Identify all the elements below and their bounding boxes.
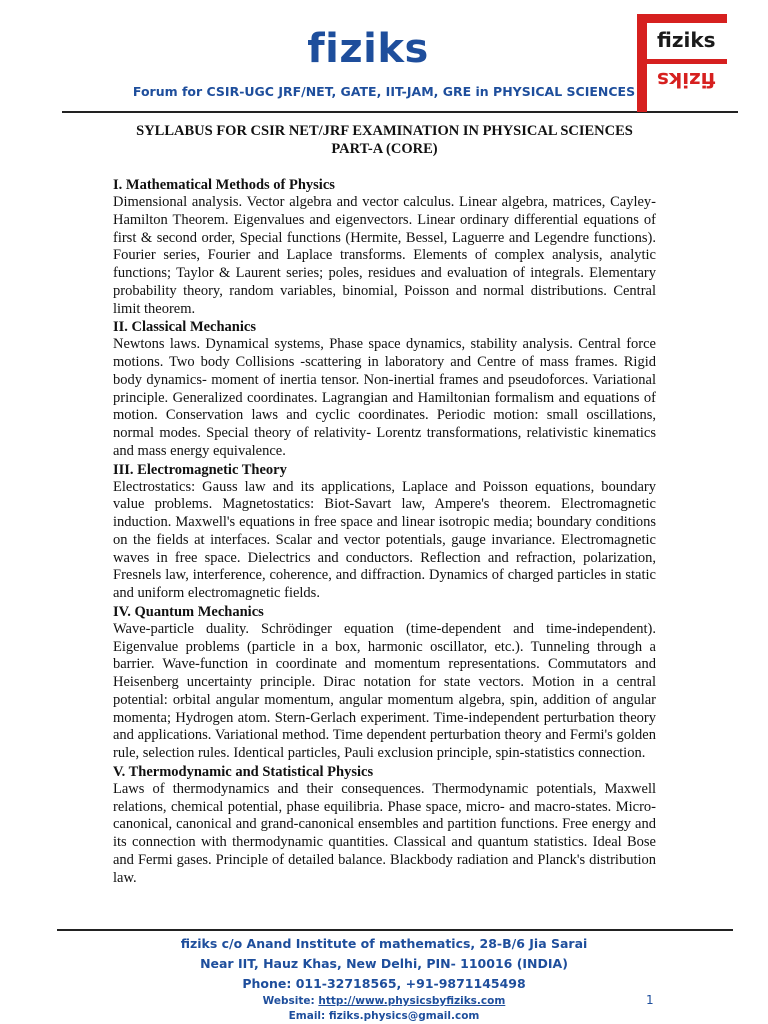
syllabus-content (113, 122, 656, 887)
website-link[interactable]: http://www.physicsbyfiziks.com (318, 995, 506, 1007)
section-heading: II. Classical Mechanics (113, 319, 256, 336)
fiziks-logo (637, 14, 727, 112)
page-header (0, 0, 768, 118)
section-body: Electrostatics: Gauss law and its applications, Laplace and Poisson equations, boundary value problems. Magnetostatics: Biot-Savart law, Ampere's theorem. Electromagnetic induction. Maxwell's equations in free space and linear isotropic media; boundary conditions on the fields at interfaces. Scalar and vector potentials, gauge invariance. Electromagnetic waves in free space. Dielectrics and conductors. Reflection and refraction, polarization, Fresnels law, interference, coherence, and diffraction. Dynamics of charged particles in static and uniform electromagnetic fields. (113, 478, 656, 601)
logo-top-bar (637, 14, 727, 23)
section-mathematical-methods (113, 176, 656, 318)
section-quantum-mechanics (113, 603, 656, 763)
footer-phone: Phone: 011-32718565, +91-9871145498 (242, 976, 526, 991)
section-classical-mechanics (113, 318, 656, 460)
section-body: Dimensional analysis. Vector algebra and vector calculus. Linear algebra, matrices, Cayley-Hamilton Theorem. Eigenvalues and eigenvectors. Linear ordinary differential equations of first & second order, Special functions (Hermite, Bessel, Laguerre and Legendre functions). Fourier series, Fourier and Laplace transforms. Elements of complex analysis, analytic functions; Taylor & Laurent series; poles, residues and evaluation of integrals. Elementary probability theory, random variables, binomial, Poisson and normal distributions. Central limit theorem. (113, 194, 656, 317)
section-body: Newtons laws. Dynamical systems, Phase space dynamics, stability analysis. Central force motions. Two body Collisions -scattering in laboratory and Centre of mass frames. Rigid body dynamics- moment of inertia tensor. Non-inertial frames and pseudoforces. Variational principle. Generalized coordinates. Lagrangian and Hamiltonian formalism and equations of motion. Conservation laws and cyclic coordinates. Periodic motion: small oscillations, normal modes. Special theory of relativity- Lorentz transformations, relativistic kinematics and mass energy equivalence. (113, 336, 656, 459)
logo-middle-bar (647, 59, 727, 64)
section-heading: I. Mathematical Methods of Physics (113, 177, 335, 193)
brand-title: fiziks (307, 26, 429, 72)
footer-address-line2: Near IIT, Hauz Khas, New Delhi, PIN- 110016 (INDIA) (200, 956, 568, 971)
brand-tagline: Forum for CSIR-UGC JRF/NET, GATE, IIT-JAM, GRE in PHYSICAL SCIENCES (132, 84, 636, 99)
section-heading: IV. Quantum Mechanics (113, 603, 264, 620)
website-label: Website: (262, 995, 319, 1007)
section-electromagnetic-theory (113, 461, 656, 603)
section-heading: V. Thermodynamic and Statistical Physics (113, 763, 374, 780)
section-thermodynamics (113, 763, 656, 888)
syllabus-sections (113, 176, 656, 887)
logo-vertical-bar (637, 14, 647, 112)
logo-text: fiziks (657, 28, 716, 52)
page-number: 1 (646, 993, 654, 1007)
section-heading: III. Electromagnetic Theory (113, 461, 287, 478)
footer-address-line1: fiziks c/o Anand Institute of mathematics, 28-B/6 Jia Sarai (180, 936, 588, 951)
document-subtitle: PART-A (CORE) (331, 141, 438, 157)
document-title: SYLLABUS FOR CSIR NET/JRF EXAMINATION IN PHYSICAL SCIENCES (136, 123, 633, 139)
section-body: Wave-particle duality. Schrödinger equation (time-dependent and time-independent). Eigenvalue problems (particle in a box, harmonic oscillator, etc.). Tunneling through a barrier. Wave-function in coordinate and momentum representations. Commutators and Heisenberg uncertainty principle. Dirac notation for state vectors. Motion in a central potential: orbital angular momentum, angular momentum algebra, spin, addition of angular momenta; Hydrogen atom. Stern-Gerlach experiment. Time-independent perturbation theory and applications. Variational method. Time dependent perturbation theory and Fermi's golden rule, selection rules. Identical particles, Pauli exclusion principle, spin-statistics connection. (113, 620, 656, 761)
section-body: Laws of thermodynamics and their consequences. Thermodynamic potentials, Maxwell relations, chemical potential, phase equilibria. Phase space, micro- and macro-states. Micro-canonical, canonical and grand-canonical ensembles and partition functions. Free energy and its connection with thermodynamic quantities. Classical and quantum statistics. Ideal Bose and Fermi gases. Principle of detailed balance. Blackbody radiation and Planck's distribution law. (113, 780, 656, 886)
logo-mirror-text: fiziks (657, 68, 716, 92)
page-footer (0, 934, 768, 1024)
footer-divider (57, 929, 733, 931)
footer-email: Email: fiziks.physics@gmail.com (288, 1010, 480, 1022)
